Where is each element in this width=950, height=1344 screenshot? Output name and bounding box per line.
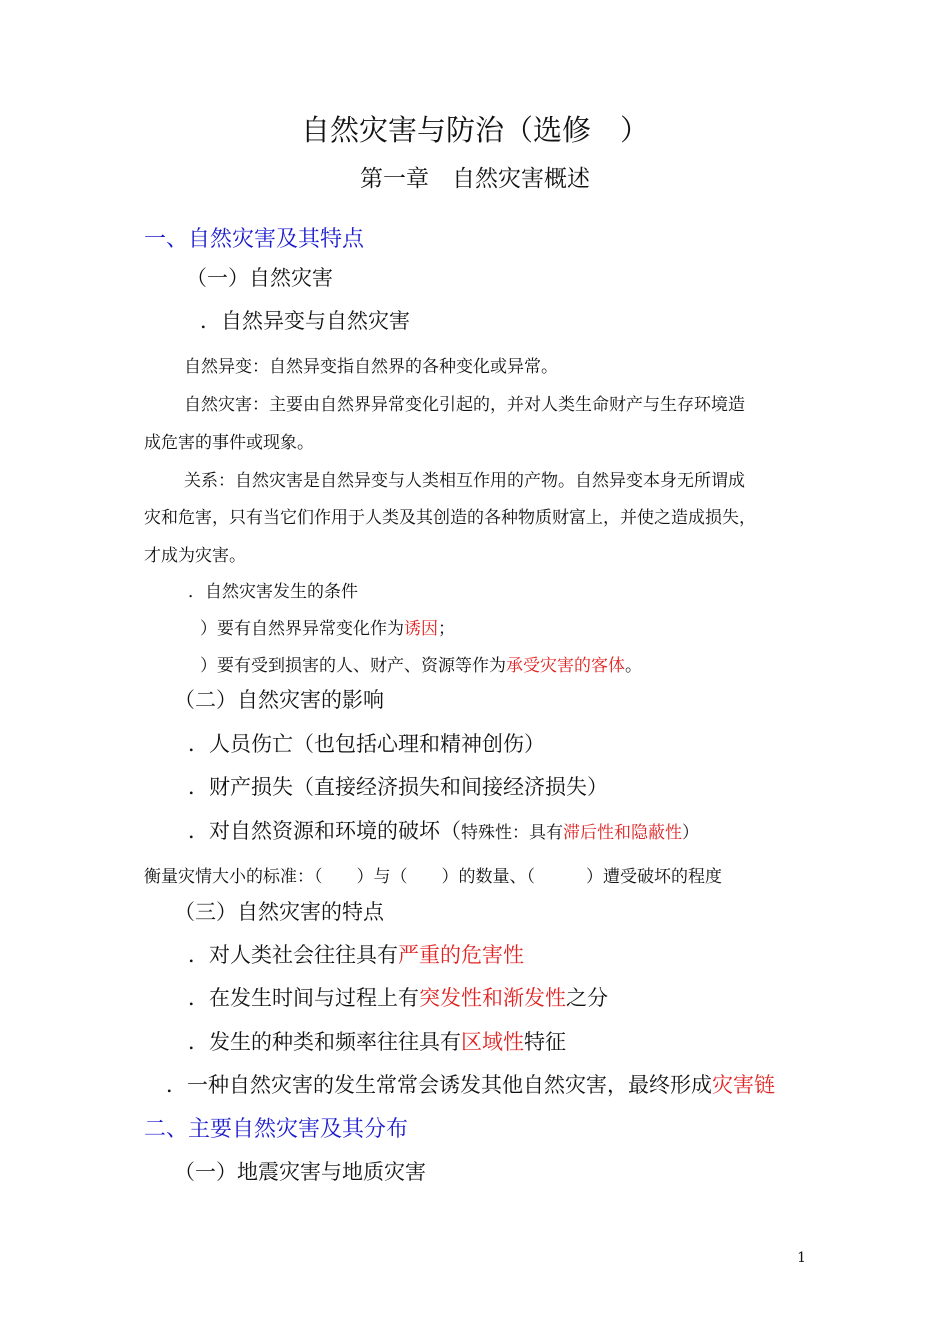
paragraph-relation-line1: 关系：自然灾害是自然异变与人类相互作用的产物。自然异变本身无所谓成 <box>184 471 745 491</box>
feature-item-2-text: ．在发生时间与过程上有 <box>188 986 419 1010</box>
subsection-heading-1: （一）自然灾害 <box>186 266 333 290</box>
impact-item-3-highlight: 滞后性和隐蔽性 <box>563 823 682 843</box>
measurement-standard: 衡量灾情大小的标准：（ ）与（ ）的数量、（ ）遭受破坏的程度 <box>144 867 722 887</box>
impact-item-2: ．财产损失（直接经济损失和间接经济损失） <box>188 775 608 799</box>
condition-2-highlight: 承受灾害的客体 <box>506 656 625 676</box>
condition-2 <box>200 651 642 676</box>
feature-item-4-text: ．一种自然灾害的发生常常会诱发其他自然灾害，最终形成 <box>166 1073 712 1097</box>
feature-item-2 <box>188 982 608 1012</box>
feature-item-1 <box>188 939 524 969</box>
paragraph-relation-line3: 才成为灾害。 <box>144 546 246 566</box>
item-heading-2: ．自然灾害发生的条件 <box>188 582 358 602</box>
feature-item-1-text: ．对人类社会往往具有 <box>188 943 398 967</box>
subsection-heading-2: （二）自然灾害的影响 <box>174 688 384 712</box>
feature-item-2-highlight: 突发性和渐发性 <box>419 986 566 1010</box>
impact-item-3-note: 特殊性：具有 <box>461 823 563 843</box>
page-number: 1 <box>797 1250 806 1266</box>
item-heading-1: ．自然异变与自然灾害 <box>200 309 410 333</box>
impact-item-1: ．人员伤亡（也包括心理和精神创伤） <box>188 732 545 756</box>
section-heading-2: 二、主要自然灾害及其分布 <box>144 1117 409 1142</box>
impact-item-3 <box>188 815 699 845</box>
feature-item-2-end: 之分 <box>566 986 608 1010</box>
section-heading-1: 一、自然灾害及其特点 <box>144 227 365 252</box>
feature-item-4 <box>166 1069 775 1099</box>
feature-item-3-highlight: 区域性 <box>461 1030 524 1054</box>
document-title: 自然灾害与防治（选修 ） <box>300 113 649 147</box>
condition-1-text: ）要有自然界异常变化作为 <box>200 619 404 639</box>
paragraph-relation-line2: 灾和危害，只有当它们作用于人类及其创造的各种物质财富上，并使之造成损失， <box>144 508 756 528</box>
condition-1 <box>200 614 455 639</box>
feature-item-4-highlight: 灾害链 <box>712 1073 775 1097</box>
paragraph-natural-variation: 自然异变：自然异变指自然界的各种变化或异常。 <box>184 357 558 377</box>
condition-2-text: ）要有受到损害的人、财产、资源等作为 <box>200 656 506 676</box>
feature-item-3 <box>188 1026 566 1056</box>
condition-1-highlight: 诱因 <box>404 619 438 639</box>
feature-item-1-highlight: 严重的危害性 <box>398 943 524 967</box>
condition-1-end: ； <box>438 619 455 639</box>
paragraph-natural-disaster-line1: 自然灾害：主要由自然界异常变化引起的，并对人类生命财产与生存环境造 <box>184 395 745 415</box>
impact-item-3-end: ） <box>682 823 699 843</box>
impact-item-3-text: ．对自然资源和环境的破坏（ <box>188 819 461 843</box>
paragraph-natural-disaster-line2: 成危害的事件或现象。 <box>144 433 314 453</box>
feature-item-3-end: 特征 <box>524 1030 566 1054</box>
subsection-heading-2-1: （一）地震灾害与地质灾害 <box>174 1160 426 1184</box>
chapter-title: 第一章 自然灾害概述 <box>360 166 590 192</box>
feature-item-3-text: ．发生的种类和频率往往具有 <box>188 1030 461 1054</box>
condition-2-end: 。 <box>625 656 642 676</box>
subsection-heading-3: （三）自然灾害的特点 <box>174 900 384 924</box>
